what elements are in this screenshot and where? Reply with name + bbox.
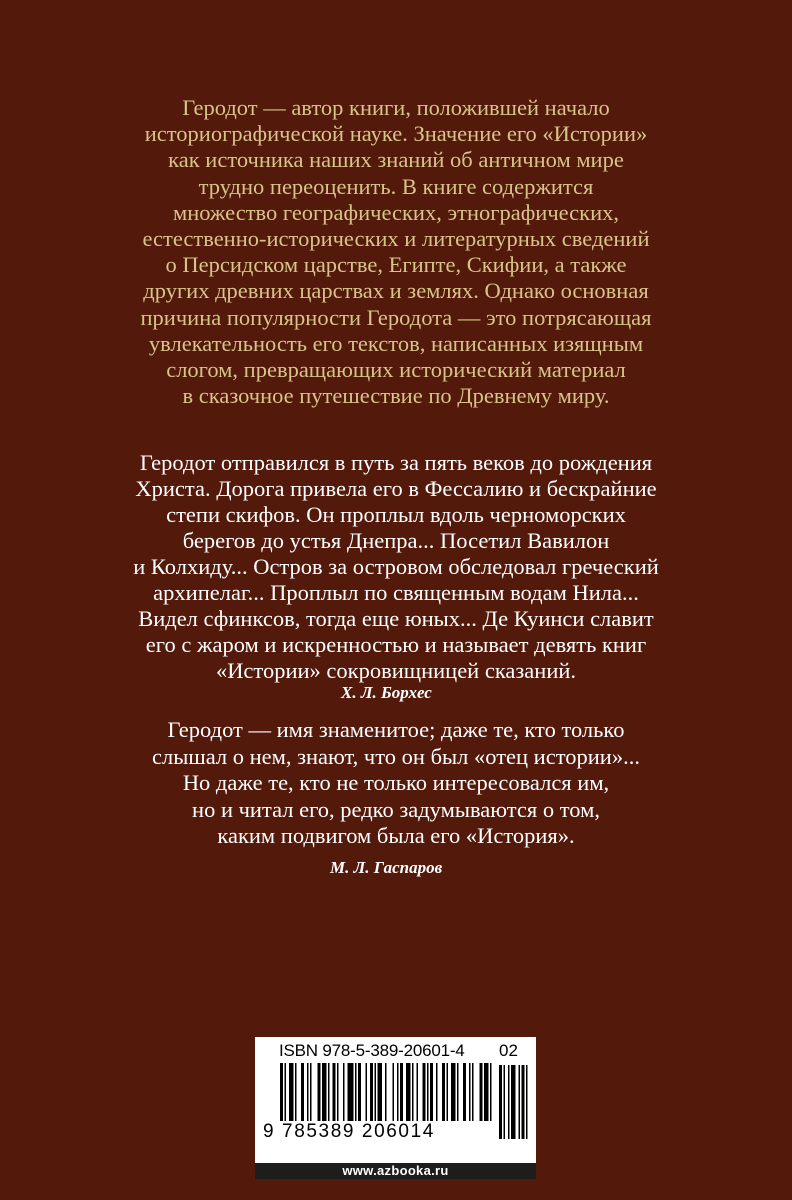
barcode-bar [423,1063,426,1121]
quote-line: Но даже те, кто не только интересовался им, [182,770,610,795]
barcode-bar [366,1063,368,1121]
barcode-bar [375,1063,377,1121]
barcode-addon-bar [499,1065,502,1139]
quote-line: но и читал его, редко задумываются о том, [192,796,600,822]
blurb-line: слогом, превращающих исторический материал [166,357,626,383]
barcode-bar [393,1063,395,1121]
barcode-bar [318,1063,321,1121]
barcode-digits: 9 785389 206014 [263,1121,435,1142]
quote-line: каким подвигом была его «История». [217,823,575,848]
barcode-bar [430,1063,433,1121]
barcode-bar [442,1063,445,1121]
blurb-line: увлекательность его текстов, написанных изящным [148,330,644,356]
barcode-bar [412,1063,414,1121]
barcode-bar [463,1063,466,1121]
barcode-bar [451,1063,456,1121]
barcode-addon-code: 02 [499,1041,518,1060]
blurb-line: множество географических, этнографических, [172,199,620,225]
quote-line: и Колхиду... Остров за островом обследовал греческий [133,554,659,579]
barcode-bar [457,1063,459,1121]
quote-line: архипелаг... Проплыл по священным водам Нила... [153,580,639,605]
barcode-bar [436,1063,438,1121]
barcode-bar [370,1063,373,1121]
barcode-bar [427,1063,429,1121]
barcode-bar [397,1063,399,1121]
barcode-bar [400,1063,403,1121]
barcode-bar [337,1063,339,1121]
book-blurb [0,95,792,409]
quote-line: Христа. Дорога привела его в Фессалию и бескрайние [135,476,657,501]
quote-line: слышал о нем, знают, что он был «отец истории»... [152,743,640,769]
blurb-line: Геродот — автор книги, положившей начало [182,95,610,120]
quote-line: «Истории» сокровищницей сказаний. [215,658,577,683]
barcode-bar [417,1063,419,1121]
barcode-bar [490,1063,492,1121]
barcode-bar [472,1063,474,1121]
gasparov-attribution: М. Л. Гаспаров [330,858,443,877]
barcode-bar [310,1063,312,1121]
barcode-addon-bar [511,1065,516,1139]
barcode-bar [307,1063,309,1121]
barcode-bar [322,1063,327,1121]
barcode-bar [301,1063,304,1121]
barcode-bar [280,1063,283,1121]
barcode-bar [343,1063,345,1121]
barcode-addon-bar [504,1065,506,1139]
barcode-addon-bar [522,1065,525,1139]
barcode-addon-bar [508,1065,510,1139]
gasparov-quote [0,717,792,850]
blurb-line: других древних царствах и землях. Однако основная [143,278,649,304]
isbn-barcode [255,1037,536,1163]
borges-quote [0,450,792,684]
blurb-line: причина популярности Геродота — это потрясающая [140,304,652,330]
barcode-bar [328,1063,330,1121]
barcode-bar [480,1063,483,1121]
blurb-line: естественно-исторических и литературных сведений [142,226,650,252]
barcode-bar [348,1063,354,1121]
quote-line: его с жаром и искренностью и называет девять книг [145,632,647,657]
isbn-label: ISBN 978-5-389-20601-4 [279,1041,465,1060]
barcode-bar [333,1063,336,1121]
barcode-bar [406,1063,411,1121]
barcode-bar [385,1063,387,1121]
barcode-bar [469,1063,471,1121]
quote-line: степи скифов. Он проплыл вдоль черноморских [166,502,626,527]
quote-line: Геродот — имя знаменитое; даже те, кто только [167,717,625,742]
barcode-bar [378,1063,383,1121]
barcode-bar [447,1063,449,1121]
barcode-addon-bar [519,1065,521,1139]
publisher-website-strip [255,1163,536,1179]
blurb-line: в сказочное путешествие по Древнему миру. [182,383,610,409]
blurb-line: историографической науке. Значение его «Истории» [144,121,648,147]
barcode-bar [358,1063,361,1121]
barcode-bar [285,1063,287,1121]
barcode-bar [289,1063,294,1121]
barcode-bar [484,1063,489,1121]
quote-line: Геродот отправился в путь за пять веков до рождения [139,450,653,475]
blurb-line: о Персидском царстве, Египте, Скифии, а также [165,252,627,278]
barcode-addon-bar [526,1065,528,1139]
blurb-line: как источника наших знаний об античном мире [168,147,624,173]
quote-line: Видел сфинксов, тогда еще юных... Де Куинси славит [138,606,654,631]
borges-attribution: Х. Л. Борхес [341,683,432,702]
quote-line: берегов до устья Днепра... Посетил Вавилон [182,528,610,553]
barcode-bar [295,1063,297,1121]
blurb-line: трудно переоценить. В книге содержится [198,173,594,199]
barcode-bar [355,1063,357,1121]
publisher-website: www.azbooka.ru [342,1163,449,1178]
